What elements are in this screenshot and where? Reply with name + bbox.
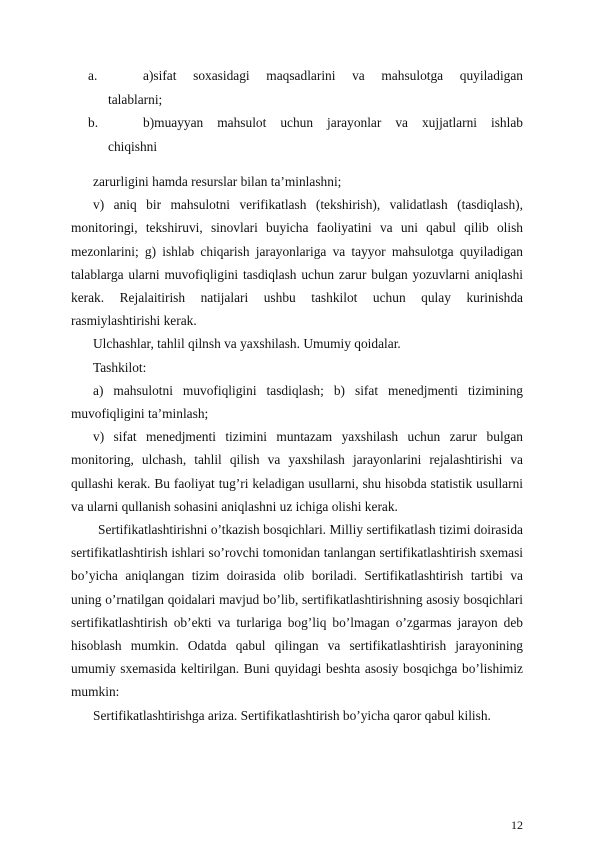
list-item-a [88,64,523,111]
paragraph: a) mahsulotni muvofiqligini tasdiqlash; b) sifat menedjmenti tizimining muvofiqligini ta’minlash; [71,382,523,422]
paragraph: v) sifat menedjmenti tizimini muntazam yaxshilash uchun zarur bulgan monitoring, ulchash, tahlil qilish va yaxshilash jarayonlarini rejalashtirishi va qullashi kerak. Bu faoliyat tug’ri keladigan usullarni, shu hisobda statistik usullarni va ularni qullanish sohasini aniqlashni uz ichiga olishi kerak. [71,429,523,514]
paragraph: Sertifikatlashtirishga ariza. Sertifikatlashtirish bo’yicha qaror qabul kilish. [93,707,491,723]
list-item-first-line: b)muayyan mahsulot uchun jarayonlar va xujjatlarni ishlab [143,115,523,130]
paragraph-heading: Ulchashlar, tahlil qilnsh va yaxshilash. Umumiy qoidalar. [93,336,401,352]
paragraph: v) aniq bir mahsulotni verifikatlash (tekshirish), validatlash (tasdiqlash), monitoringi, tekshiruvi, sinovlari buyicha faoliyatini va uni qabul qilib olish mezonlarini; g) ishlab chiqarish jarayonlariga va tayyor mahsulotga quyiladigan talablarga ularni muvofiqligini tasdiqlash uchun zarur bulgan yozuvlarni aniqlashi kerak. Rejalaitirish natijalari ushbu tashkilot uchun qulay kurinishda rasmiylashtirishi kerak. [71,197,523,329]
page-number: 12 [511,818,523,832]
paragraph: Tashkilot: [93,359,147,375]
list-marker: a. [88,68,98,83]
list-marker: b. [88,115,99,130]
list-item-text [108,111,523,158]
paragraph: Sertifikatlashtirishni o’tkazish bosqichlari. Milliy sertifikatlash tizimi doirasida sertifikatlashtirish ishlari so’rovchi tomonidan tanlangan sertifikatlashtirish sxemasi bo’yicha aniqlangan tizim doirasida olib boriladi. Sertifikatlashtirish tartibi va uning o’rnatilgan qoidalari mavjud bo’lib, sertifikatlashtirishning asosiy bosqichlari sertifikatlashtirish ob’ekti va turlariga bog’liq bo’lmagan o’zgarmas jarayon deb hisoblash mumkin. Odatda qabul qilingan va sertifikatlashtirish jarayonining umumiy sxemasida keltirilgan. Buni quyidagi beshta asosiy bosqichga bo’lishimiz mumkin: [71,522,523,700]
list-item-continuation: chiqishni [108,138,158,154]
list-item-first-line: a)sifat soxasidagi maqsadlarini va mahsulotga quyiladigan [143,68,523,83]
list-item-b [88,111,523,158]
body-text [71,170,523,727]
paragraph: zarurligini hamda resurslar bilan ta’minlashni; [93,174,342,189]
list-item-continuation: talablarni; [108,91,163,107]
list-item-text [108,64,523,111]
